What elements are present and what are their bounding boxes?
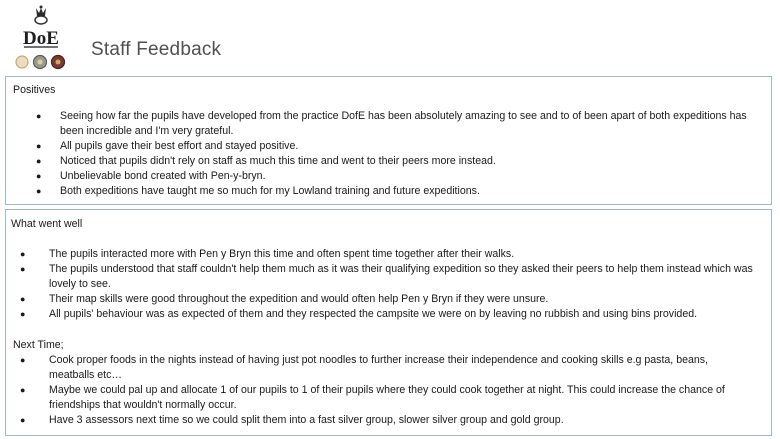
- went-well-list: [6, 247, 771, 322]
- list-item: ● Maybe we could pal up and allocate 1 of our pupils to 1 of their pupils where they could cook together at night. This could increase the chance of: [20, 384, 725, 396]
- page-title: Staff Feedback: [91, 39, 222, 60]
- bullet-icon: ●: [20, 415, 26, 425]
- next-time-list: [6, 353, 771, 428]
- bullet-icon: ●: [36, 186, 42, 196]
- bullet-icon: ●: [20, 264, 26, 274]
- positives-section: [5, 76, 772, 205]
- bullet-icon: ●: [20, 385, 26, 395]
- list-item: ● Noticed that pupils didn't rely on staff as much this time and went to their peers more instead.: [36, 155, 496, 167]
- bullet-icon: ●: [20, 309, 26, 319]
- crown-icon: [35, 6, 47, 25]
- went-well-heading: What went well: [11, 218, 83, 230]
- list-item-continued: been incredible and I'm very grateful.: [60, 125, 234, 137]
- header: [0, 0, 780, 76]
- list-item: ● Unbelievable bond created with Pen-y-bryn.: [36, 170, 266, 182]
- list-item: ● Have 3 assessors next time so we could split them into a fast silver group, slower silver group and gold group.: [20, 414, 564, 426]
- bullet-icon: ●: [20, 294, 26, 304]
- list-item: ● Cook proper foods in the nights instead of having just pot noodles to further increase their independence and cooking skills e.g pasta, beans,: [20, 354, 709, 366]
- bullet-icon: ●: [36, 156, 42, 166]
- list-item-continued: lovely to see.: [49, 278, 111, 290]
- list-item-continued: friendships that wouldn't normally occur.: [49, 399, 237, 411]
- positives-list: [6, 109, 771, 199]
- bullet-icon: ●: [20, 355, 26, 365]
- bullet-icon: ●: [36, 171, 42, 181]
- bullet-icon: ●: [36, 141, 42, 151]
- list-item: ● All pupils' behaviour was as expected of them and they respected the campsite we were on by leaving no rubbish and using bins provided.: [20, 308, 698, 320]
- list-item: ● The pupils understood that staff couldn't help them much as it was their qualifying expedition so they asked their peers to help them instead which was: [20, 263, 753, 275]
- bronze-badge-icon: [16, 56, 28, 68]
- went-well-section: [5, 209, 772, 436]
- bullet-icon: ●: [36, 111, 42, 121]
- next-time-heading: Next Time;: [13, 339, 64, 351]
- list-item: ● All pupils gave their best effort and stayed positive.: [36, 140, 299, 152]
- dofe-logo-icon: [8, 4, 74, 74]
- list-item: ● Both expeditions have taught me so much for my Lowland training and future expeditions.: [36, 185, 480, 197]
- positives-heading: Positives: [13, 84, 56, 96]
- bullet-icon: ●: [20, 249, 26, 259]
- list-item: ● The pupils interacted more with Pen y Bryn this time and often spent time together after their walks.: [20, 248, 515, 260]
- list-item: ● Seeing how far the pupils have developed from the practice DofE has been absolutely amazing to see and to of been apart of both expeditions has: [36, 110, 747, 122]
- list-item: ● Their map skills were good throughout the expedition and would often help Pen y Bryn if they were unsure.: [20, 293, 549, 305]
- list-item-continued: meatballs etc…: [49, 369, 123, 381]
- dofe-wordmark: DoE: [23, 28, 59, 49]
